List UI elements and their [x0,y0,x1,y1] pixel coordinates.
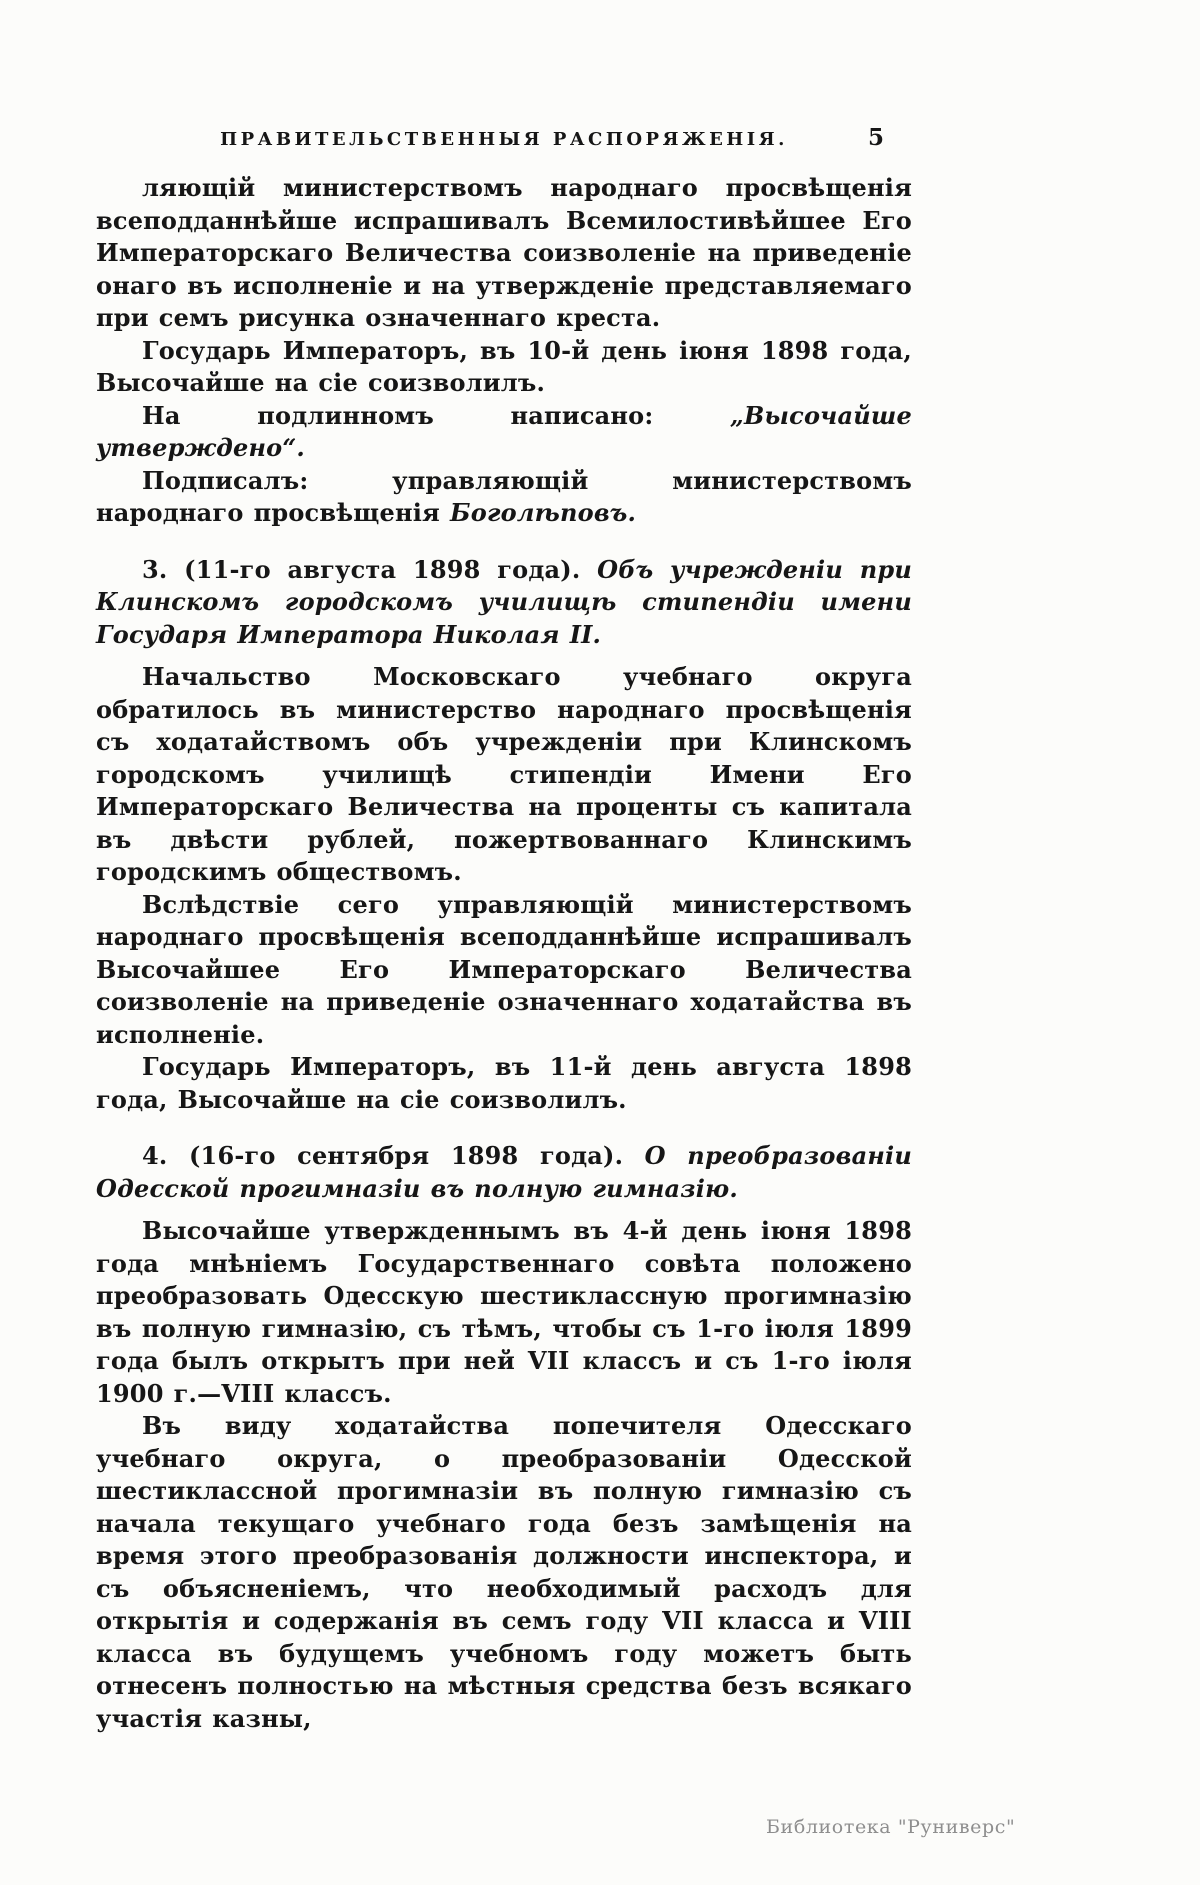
section-3-heading [96,554,912,652]
text-column [96,172,912,1735]
section-3-number-date: 3. (11-го августа 1898 года). [142,554,598,584]
inscription-prefix: На подлинномъ написано: [142,400,731,430]
section-3-title: Объ учрежденіи при Клинскомъ городскомъ училищѣ стипендіи имени Государя Императора Николая II. [96,554,912,649]
signature-name: Боголѣповъ. [450,498,637,527]
paragraph-original-inscription [96,400,912,465]
section-4-number-date: 4. (16-го сентября 1898 года). [142,1141,645,1170]
paragraph-odessa-trustee-petition: Въ виду ходатайства попечителя Одесскаго учебнаго округа, о преобразованіи Одесской шестиклассной прогимназіи въ полную гимназію съ начала текущаго учебнаго года безъ замѣщенія на время этого преобразованія должности инспектора, и съ объясненіемъ, что необходимый расходъ для открытія и содержанія въ семъ году VII класса и VIII класса въ будущемъ учебномъ году можетъ быть отнесенъ полностью на мѣстныя средства безъ всякаго участія казны, [96,1411,912,1733]
page-number: 5 [868,124,885,151]
paragraph-moscow-district-request: Начальство Московскаго учебнаго округа обратилось въ министерство народнаго просвѣщенія съ ходатайствомъ объ учрежденіи при Клинскомъ городскомъ училищѣ стипендіи Имени Его Императорскаго Величества на проценты съ капитала въ двѣсти рублей, пожертвованнаго Клинскимъ городскимъ обществомъ. [96,662,912,886]
section-4-title: О преобразованіи Одесской прогимназіи въ полную гимназію. [96,1141,912,1203]
paragraph-minister-petition: Вслѣдствіе сего управляющій министерствомъ народнаго просвѣщенія всеподданнѣйше испрашивалъ Высочайшее Его Императорскаго Величества соизволеніе на приведеніе означеннаго ходатайства въ исполненіе. [96,889,912,1049]
section-4-heading [96,1140,912,1205]
inscription-quote: „Высочайше утверждено“. [96,400,912,462]
running-header-title: ПРАВИТЕЛЬСТВЕННЫЯ РАСПОРЯЖЕНІЯ. [220,129,788,150]
signature-prefix: Подписалъ: управляющій министерствомъ народнаго просвѣщенія [96,465,912,527]
paragraph-imperial-assent-august: Государь Императоръ, въ 11-й день августа 1898 года, Высочайше на сіе соизволилъ. [96,1052,912,1114]
paragraph-state-council-opinion: Высочайше утвержденнымъ въ 4-й день іюня 1898 года мнѣніемъ Государственнаго совѣта положено преобразовать Одесскую шестиклассную прогимназію въ полную гимназію, съ тѣмъ, чтобы съ 1-го іюля 1899 года былъ открытъ при ней VII классъ и съ 1-го іюля 1900 г.—VIII классъ. [96,1216,912,1408]
paragraph-imperial-assent-june: Государь Императоръ, въ 10-й день іюня 1898 года, Высочайше на сіе соизволилъ. [96,335,912,397]
library-watermark: Библиотека "Руниверс" [766,1816,1016,1838]
paragraph-continuation: ляющій министерствомъ народнаго просвѣщенія всеподданнѣйше испрашивалъ Всемилостивѣйшее Его Императорскаго Величества соизволеніе на приведеніе онаго въ исполненіе и на утвержденіе представляемаго при семъ рисунка означеннаго креста. [96,173,912,332]
paragraph-signature [96,465,912,530]
